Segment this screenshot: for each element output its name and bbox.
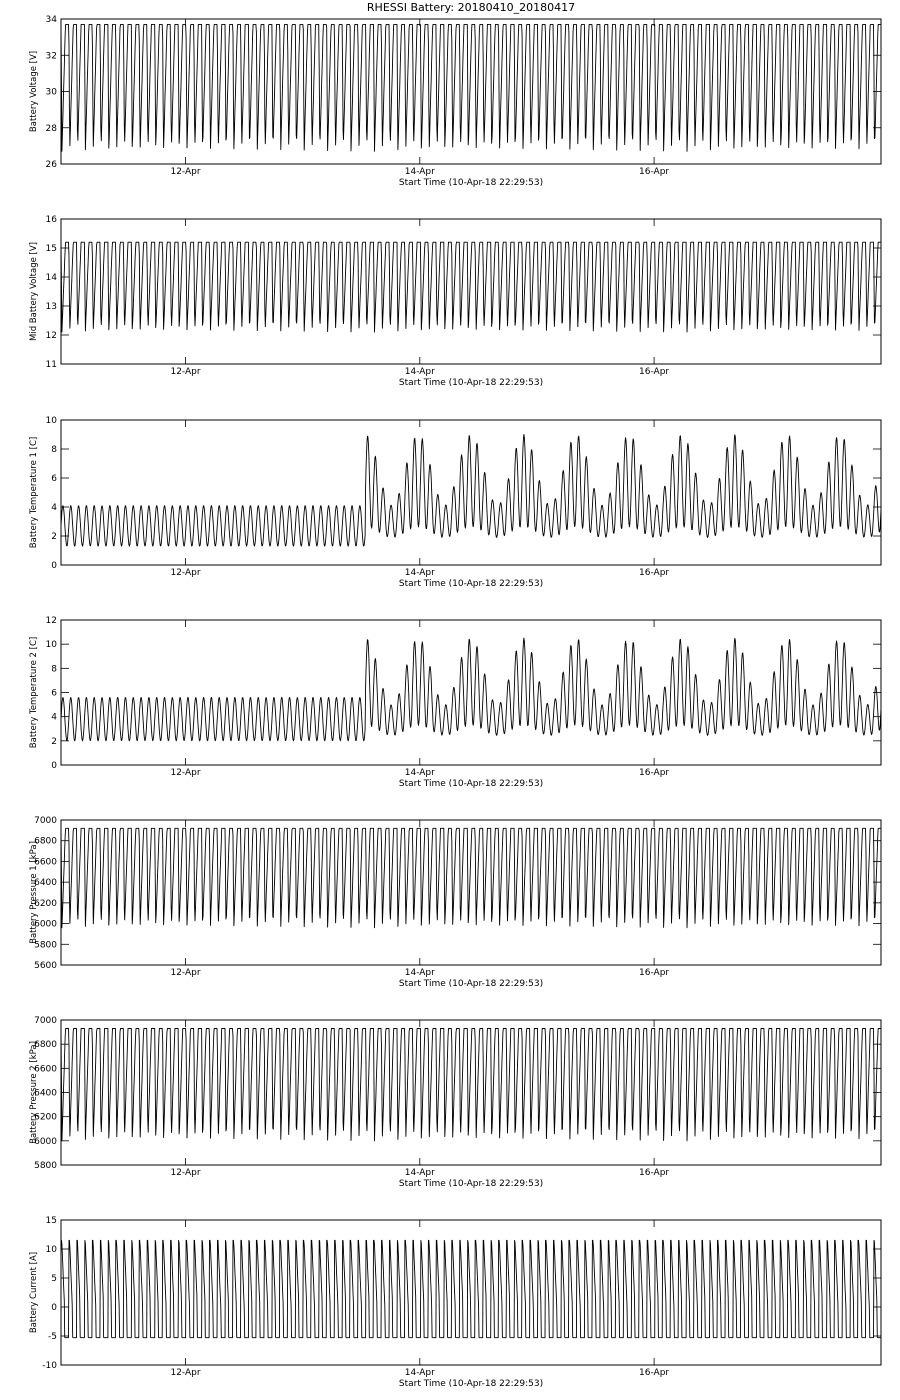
panel-5: [29, 816, 881, 989]
plot-frame: [61, 1220, 881, 1365]
y-tick-label: 13: [45, 302, 57, 312]
y-tick-label: 8: [51, 445, 57, 455]
x-tick-label: 14-Apr: [404, 1168, 435, 1178]
x-tick-label: 14-Apr: [404, 968, 435, 978]
x-tick-label: 12-Apr: [170, 167, 201, 177]
x-tick-label: 16-Apr: [639, 768, 670, 778]
y-tick-label: 6: [51, 474, 57, 484]
y-axis-label: Mid Battery Voltage [V]: [29, 242, 39, 341]
y-tick-label: 14: [45, 273, 57, 283]
y-tick-label: 6800: [34, 1040, 57, 1051]
y-tick-label: 6600: [34, 857, 57, 868]
y-tick-label: 26: [45, 160, 57, 170]
series-line: [61, 242, 881, 332]
x-tick-label: 16-Apr: [639, 1168, 670, 1178]
x-axis-label: Start Time (10-Apr-18 22:29:53): [398, 979, 544, 989]
y-tick-label: 6200: [34, 898, 57, 909]
x-tick-label: 14-Apr: [404, 167, 435, 177]
y-tick-label: 0: [51, 1303, 57, 1313]
y-tick-label: 28: [45, 123, 57, 134]
y-tick-label: 6400: [34, 1088, 57, 1099]
x-tick-label: 12-Apr: [170, 367, 201, 377]
panel-3: [29, 416, 881, 589]
panel-1: [29, 15, 881, 188]
x-tick-label: 12-Apr: [170, 568, 201, 578]
y-tick-label: 30: [45, 87, 57, 98]
y-tick-label: 6: [51, 688, 57, 699]
y-axis-label: Battery Pressure 2 [kPa]: [29, 1041, 39, 1144]
y-tick-label: 11: [45, 360, 57, 370]
panel-7: [29, 1216, 881, 1389]
y-tick-label: 15: [45, 244, 57, 254]
y-tick-label: 10: [45, 416, 57, 426]
x-tick-label: 14-Apr: [404, 768, 435, 778]
y-tick-label: 6000: [34, 919, 57, 930]
x-axis-label: Start Time (10-Apr-18 22:29:53): [398, 1179, 544, 1189]
x-tick-label: 12-Apr: [170, 1368, 201, 1378]
x-axis-label: Start Time (10-Apr-18 22:29:53): [398, 579, 544, 589]
x-axis-label: Start Time (10-Apr-18 22:29:53): [398, 779, 544, 789]
y-tick-label: 5800: [34, 1161, 57, 1171]
y-tick-label: 5800: [34, 940, 57, 951]
x-axis-label: Start Time (10-Apr-18 22:29:53): [398, 378, 544, 388]
x-tick-label: 16-Apr: [639, 367, 670, 377]
y-axis-label: Battery Current [A]: [29, 1251, 39, 1334]
y-tick-label: 6200: [34, 1112, 57, 1123]
y-tick-label: 4: [51, 503, 57, 513]
y-tick-label: 15: [45, 1216, 57, 1226]
y-tick-label: 10: [45, 1245, 57, 1255]
y-tick-label: 6800: [34, 836, 57, 847]
x-tick-label: 16-Apr: [639, 968, 670, 978]
x-tick-label: 16-Apr: [639, 568, 670, 578]
panel-6: [29, 1016, 881, 1189]
panel-2: [29, 215, 881, 388]
x-tick-label: 16-Apr: [639, 167, 670, 177]
x-tick-label: 12-Apr: [170, 768, 201, 778]
y-tick-label: 4: [51, 712, 57, 723]
series-line: [61, 638, 881, 741]
plot-frame: [61, 420, 881, 565]
y-tick-label: 0: [51, 761, 57, 771]
series-line: [61, 435, 881, 547]
y-tick-label: 10: [45, 640, 57, 651]
y-axis-label: Battery Pressure 1 [kPa]: [29, 841, 39, 944]
y-axis-label: Battery Voltage [V]: [29, 50, 39, 133]
x-axis-label: Start Time (10-Apr-18 22:29:53): [398, 178, 544, 188]
y-tick-label: 16: [45, 215, 57, 225]
series-line: [61, 1240, 881, 1337]
y-tick-label: -10: [42, 1361, 57, 1371]
panel-4: [29, 616, 881, 789]
y-tick-label: 7000: [34, 816, 57, 826]
y-tick-label: 2: [51, 532, 57, 542]
series-line: [61, 1029, 881, 1141]
y-tick-label: 6600: [34, 1064, 57, 1075]
x-tick-label: 14-Apr: [404, 568, 435, 578]
y-tick-label: 2: [51, 736, 57, 747]
x-tick-label: 16-Apr: [639, 1368, 670, 1378]
y-tick-label: 5: [51, 1274, 57, 1284]
y-tick-label: 6000: [34, 1136, 57, 1147]
y-tick-label: 0: [51, 561, 57, 571]
panels: [29, 15, 881, 1389]
y-tick-label: 12: [45, 616, 57, 626]
y-axis-label: Battery Temperature 1 [C]: [29, 436, 39, 549]
series-line: [61, 828, 881, 927]
y-tick-label: -5: [48, 1332, 57, 1342]
x-axis-label: Start Time (10-Apr-18 22:29:53): [398, 1379, 544, 1389]
y-tick-label: 7000: [34, 1016, 57, 1026]
y-axis-label: Battery Temperature 2 [C]: [29, 636, 39, 749]
x-tick-label: 14-Apr: [404, 1368, 435, 1378]
y-tick-label: 6400: [34, 878, 57, 889]
y-tick-label: 12: [45, 331, 57, 341]
x-tick-label: 12-Apr: [170, 968, 201, 978]
plot-frame: [61, 620, 881, 765]
x-tick-label: 12-Apr: [170, 1168, 201, 1178]
series-line: [61, 24, 881, 151]
y-tick-label: 8: [51, 664, 57, 675]
plot-frame: [61, 219, 881, 364]
x-tick-label: 14-Apr: [404, 367, 435, 377]
y-tick-label: 5600: [34, 961, 57, 971]
figure-title: RHESSI Battery: 20180410_20180417: [366, 1, 576, 14]
y-tick-label: 34: [45, 15, 57, 25]
y-tick-label: 32: [45, 51, 57, 62]
